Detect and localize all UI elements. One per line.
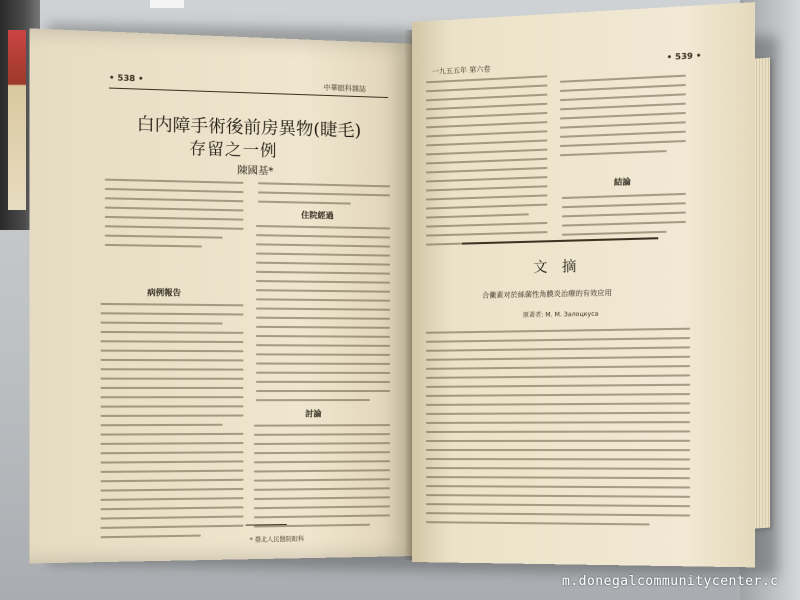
footnote: * 臺北人民醫院眼科 xyxy=(249,535,305,544)
watermark-url: m.donegalcommunitycenter.c xyxy=(562,574,779,589)
left-column-intro xyxy=(105,179,244,256)
right-running-head: 一九五五年 第六卷 xyxy=(431,64,491,76)
section-case-report: 病例報告 xyxy=(147,286,181,298)
binder-spine-label xyxy=(8,30,26,210)
article-title-line2: 存留之一例 xyxy=(189,138,278,161)
digest-body xyxy=(426,328,690,534)
paper-scrap xyxy=(150,0,184,8)
left-page xyxy=(29,28,416,563)
section-discussion: 討論 xyxy=(305,408,322,419)
article-title-line1: 白内障手術後前房異物(睫毛) xyxy=(136,114,362,142)
conclusion-text xyxy=(562,193,686,243)
right-page-number: • 539 • xyxy=(666,50,702,63)
digest-byline: 原著者: M. M. Залоцкуса xyxy=(522,310,599,320)
article-author: 陳國基* xyxy=(237,165,274,178)
right-column-course xyxy=(256,225,390,408)
left-column-case xyxy=(100,303,243,546)
section-conclusion: 結論 xyxy=(613,176,631,188)
right-page-right-column xyxy=(560,75,686,164)
digest-title: 合黴素对於絲菌性角膜炎治療的有效应用 xyxy=(482,288,612,300)
left-page-number: • 538 • xyxy=(109,73,144,84)
right-page-left-column xyxy=(426,75,548,252)
right-column-discussion xyxy=(254,424,390,535)
left-running-head: 中華眼科雜誌 xyxy=(323,83,366,94)
section-hospital-course: 住院經過 xyxy=(301,209,334,221)
right-column-top xyxy=(258,182,390,212)
right-page xyxy=(412,2,755,567)
digest-heading: 文摘 xyxy=(533,258,591,277)
